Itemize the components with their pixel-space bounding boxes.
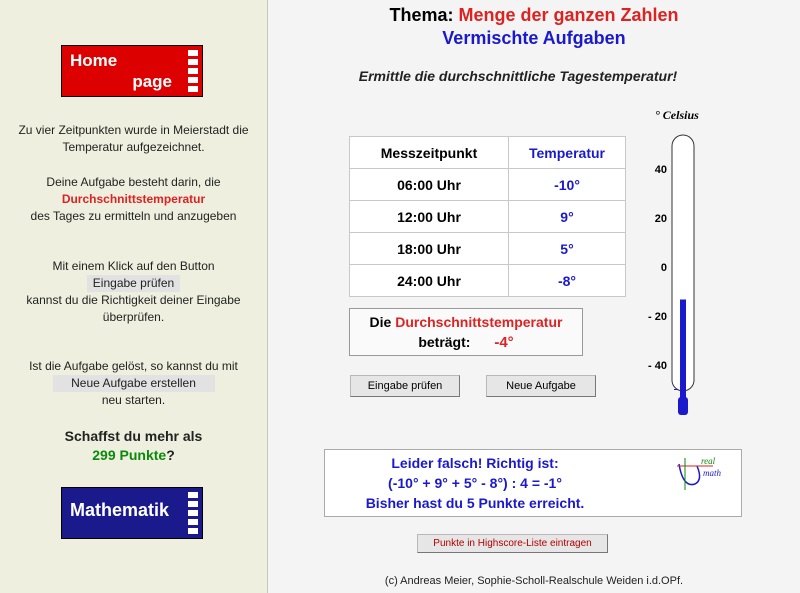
thermometer-mercury [680,300,686,400]
click-line: überprüfen. [102,310,165,324]
task-text [0,174,267,225]
temperature-table [349,136,626,297]
answer-label: beträgt: [418,334,471,350]
stripes-icon [188,492,198,534]
table-row [350,233,626,265]
solved-text [0,358,267,409]
challenge-line: Schaffst du mehr als [64,428,203,444]
check-input-button[interactable]: Eingabe prüfen [350,375,460,397]
thermometer-tick-labels [648,164,667,372]
realmath-logo [673,454,729,492]
feedback-box [324,449,742,517]
home-page-button[interactable] [61,45,203,97]
page-title [268,5,800,26]
left-panel [0,0,268,593]
intro-line: Temperatur aufgezeichnet. [62,140,205,154]
temp-cell: 9° [509,201,626,233]
thermometer [635,107,699,427]
click-line: Mit einem Klick auf den Button [52,259,215,273]
column-header: Messzeitpunkt [350,137,509,169]
temp-cell: 5° [509,233,626,265]
check-chip: Eingabe prüfen [87,275,180,292]
challenge-points: 299 Punkte [92,447,167,463]
answer-input[interactable]: -4° [494,334,514,351]
instruction-text: Ermittle die durchschnittliche Tagestemperatur! [358,68,678,84]
thermometer-tick-label: 40 [654,164,667,176]
thermometer-unit-label: ° Celsius [655,108,699,122]
thema-label: Thema: [389,5,454,25]
feedback-solution: (-10° + 9° + 5° - 8°) : 4 = -1° [388,475,562,491]
thermometer-tick-label: - 20 [648,311,667,323]
task-highlight: Durchschnittstemperatur [61,192,206,206]
solved-line: Ist die Aufgabe gelöst, so kannst du mit [29,359,238,373]
click-line: kannst du die Richtigkeit deiner Eingabe [26,293,241,307]
stripes-icon [188,50,198,92]
column-header: Temperatur [509,137,626,169]
intro-text [0,122,267,156]
page-label: page [132,72,172,91]
mathematik-button[interactable] [61,487,203,539]
time-cell: 06:00 Uhr [350,169,509,201]
table-row [350,201,626,233]
thermometer-tick-label: - 40 [648,360,667,372]
click-text [0,258,267,326]
thermometer-bulb [678,397,688,415]
main-panel [268,0,800,593]
thermometer-tick-label: 0 [660,262,667,274]
challenge-question-mark: ? [166,447,175,463]
answer-label-highlight: Durchschnittstemperatur [395,314,563,330]
intro-line: Zu vier Zeitpunkten wurde in Meierstadt die [18,123,249,137]
logo-text-real: real [701,456,716,466]
temp-cell: -10° [509,169,626,201]
task-line: des Tages zu ermitteln und anzugeben [30,209,237,223]
table-row [350,169,626,201]
time-cell: 18:00 Uhr [350,233,509,265]
mathematik-label: Mathematik [70,500,170,520]
new-task-button[interactable]: Neue Aufgabe [486,375,596,397]
thermometer-tick-label: 20 [654,213,667,225]
logo-text-math: math [703,468,721,478]
task-line: Deine Aufgabe besteht darin, die [46,175,221,189]
new-task-chip: Neue Aufgabe erstellen [53,375,215,392]
solved-line: neu starten. [101,393,166,407]
feedback-points: Bisher hast du 5 Punkte erreicht. [365,495,585,511]
copyright-text: (c) Andreas Meier, Sophie-Scholl-Realschule Weiden i.d.OPf. [384,575,684,587]
page-subtitle: Vermischte Aufgaben [442,28,626,48]
challenge-text [0,427,267,465]
temp-cell: -8° [509,265,626,297]
answer-label: Die [369,314,392,330]
highscore-button[interactable]: Punkte in Highscore-Liste eintragen [417,534,608,553]
average-answer-box [349,308,583,356]
feedback-line: Leider falsch! Richtig ist: [391,455,559,471]
home-label: Home [70,51,118,70]
time-cell: 24:00 Uhr [350,265,509,297]
thema-value: Menge der ganzen Zahlen [458,5,679,25]
table-header-row [350,137,626,169]
time-cell: 12:00 Uhr [350,201,509,233]
table-row [350,265,626,297]
